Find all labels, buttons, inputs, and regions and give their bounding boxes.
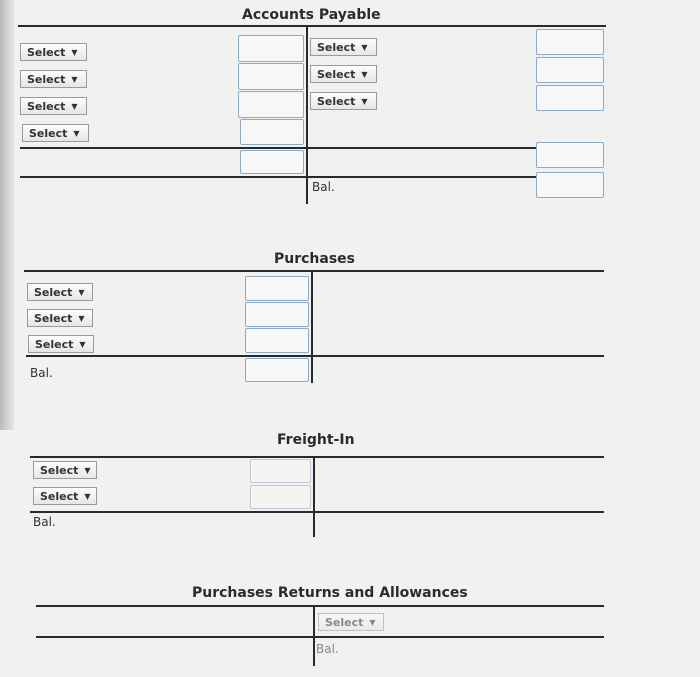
- debit-select-3[interactable]: Select ▼: [28, 335, 94, 353]
- t-account-top-rule: [30, 456, 604, 458]
- triangle-down-icon: ▼: [71, 75, 78, 84]
- triangle-down-icon: ▼: [79, 340, 86, 349]
- debit-select-1[interactable]: Select ▼: [27, 283, 93, 301]
- triangle-down-icon: ▼: [78, 314, 85, 323]
- debit-select-1[interactable]: Select ▼: [33, 461, 97, 479]
- debit-amount-input-1[interactable]: [250, 459, 311, 483]
- credit-select-3[interactable]: Select ▼: [310, 92, 377, 110]
- debit-amount-input-3[interactable]: [245, 328, 309, 353]
- debit-total-input[interactable]: [240, 150, 304, 174]
- triangle-down-icon: ▼: [84, 492, 91, 501]
- debit-select-3[interactable]: Select ▼: [20, 97, 87, 115]
- triangle-down-icon: ▼: [78, 288, 85, 297]
- balance-label: Bal.: [316, 642, 339, 656]
- credit-amount-input-3[interactable]: [536, 85, 604, 111]
- debit-amount-input-2[interactable]: [238, 63, 304, 90]
- debit-total-rule: [20, 147, 604, 149]
- page-scrollbar[interactable]: [0, 0, 14, 430]
- total-rule: [26, 355, 604, 357]
- triangle-down-icon: ▼: [369, 618, 376, 627]
- debit-amount-input-4[interactable]: [240, 119, 304, 145]
- triangle-down-icon: ▼: [84, 466, 91, 475]
- t-account-top-rule: [36, 605, 604, 607]
- debit-select-2[interactable]: Select ▼: [33, 487, 97, 505]
- t-account-top-rule: [24, 270, 604, 272]
- credit-amount-input-1[interactable]: [536, 29, 604, 55]
- debit-amount-input-2[interactable]: [250, 485, 311, 509]
- total-rule: [30, 511, 604, 513]
- credit-select-1[interactable]: Select ▼: [318, 613, 384, 631]
- triangle-down-icon: ▼: [361, 70, 368, 79]
- debit-amount-input-1[interactable]: [245, 276, 309, 301]
- balance-amount-input[interactable]: [245, 358, 309, 382]
- balance-label: Bal.: [312, 180, 335, 194]
- account-title: Freight-In: [277, 432, 355, 448]
- credit-select-2[interactable]: Select ▼: [310, 65, 377, 83]
- triangle-down-icon: ▼: [71, 102, 78, 111]
- t-account-center-rule: [313, 457, 315, 537]
- credit-select-1[interactable]: Select ▼: [310, 38, 377, 56]
- debit-select-4[interactable]: Select ▼: [22, 124, 89, 142]
- debit-amount-input-2[interactable]: [245, 302, 309, 327]
- credit-total-rule: [20, 176, 604, 178]
- balance-label: Bal.: [33, 515, 56, 529]
- triangle-down-icon: ▼: [361, 43, 368, 52]
- debit-amount-input-1[interactable]: [238, 35, 304, 62]
- triangle-down-icon: ▼: [361, 97, 368, 106]
- balance-label: Bal.: [30, 366, 53, 380]
- debit-select-2[interactable]: Select ▼: [20, 70, 87, 88]
- account-title: Purchases Returns and Allowances: [192, 585, 468, 601]
- triangle-down-icon: ▼: [73, 129, 80, 138]
- account-title: Purchases: [274, 251, 356, 267]
- debit-select-1[interactable]: Select ▼: [20, 43, 87, 61]
- debit-select-2[interactable]: Select ▼: [27, 309, 93, 327]
- balance-amount-input[interactable]: [536, 172, 604, 198]
- total-rule: [36, 636, 604, 638]
- t-account-center-rule: [311, 271, 313, 383]
- triangle-down-icon: ▼: [71, 48, 78, 57]
- account-title: Accounts Payable: [242, 7, 381, 23]
- credit-amount-input-2[interactable]: [536, 57, 604, 83]
- debit-amount-input-3[interactable]: [238, 91, 304, 118]
- credit-total-input[interactable]: [536, 142, 604, 168]
- t-account-top-rule: [18, 25, 606, 27]
